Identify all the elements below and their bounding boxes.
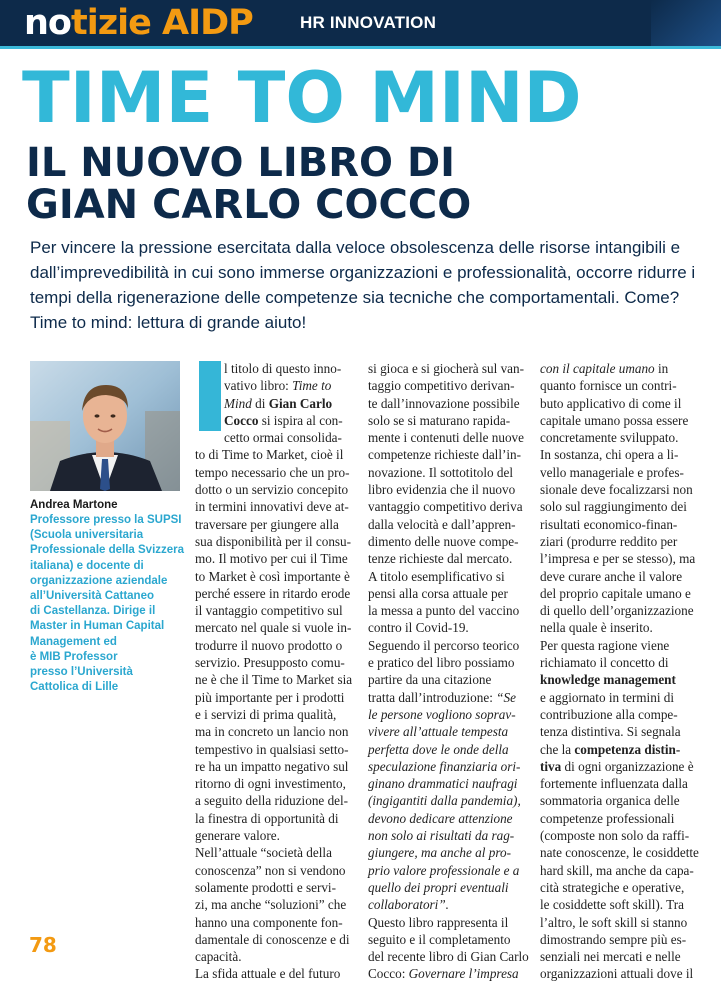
body-line <box>195 360 359 377</box>
body-line: più importante per i prodotti <box>195 689 345 705</box>
brand-part-2: tizie AIDP <box>70 3 253 43</box>
body-line: La sfida attuale e del futuro <box>195 966 341 982</box>
body-line <box>368 689 532 706</box>
body-line: capitale umano possa essere <box>540 412 689 428</box>
body-line: damentale di conoscenze e di <box>195 931 350 947</box>
author-bio-line: Management ed <box>30 635 117 648</box>
body-line: solo sul raggiungimento dei <box>540 499 687 515</box>
body-line: non solo ai risultati da rag- <box>368 828 515 844</box>
body-line <box>540 758 704 775</box>
author-bio-line: Professore presso la SUPSI <box>30 514 182 526</box>
body-line: traversare per giungere alla <box>195 516 339 532</box>
body-line: le cosiddette soft skill). Tra <box>540 897 684 913</box>
subtitle-line: IL NUOVO LIBRO DI <box>26 140 456 186</box>
section-tag: HR INNOVATION <box>300 13 437 32</box>
body-line: sommatoria organica delle <box>540 793 680 809</box>
body-line <box>540 360 704 377</box>
body-line: vello manageriale e profes- <box>540 464 684 480</box>
subtitle-line: GIAN CARLO COCCO <box>26 182 472 228</box>
header-rule <box>0 46 721 49</box>
author-bio-line: italiana) e docente di <box>30 559 144 572</box>
body-line: mercato nel quale si vuole in- <box>195 620 352 636</box>
italic-run: “Se <box>496 689 516 705</box>
body-line: di quello dell’organizzazione <box>540 603 694 619</box>
brand-part-1: no <box>24 3 71 43</box>
body-line: ziari (produrre reddito per <box>540 533 678 549</box>
body-line: il vantaggio competitivo sul <box>195 603 343 619</box>
body-line: la messa a punto del vaccino <box>368 603 520 619</box>
body-line <box>195 395 359 412</box>
bold-run: tiva <box>540 758 562 774</box>
body-line: senziali nei mercati e nelle <box>540 949 681 965</box>
body-line: te dall’innovazione possibile <box>368 395 520 411</box>
magazine-header <box>0 0 721 46</box>
body-line: e pratico del libro possiamo <box>368 655 515 671</box>
body-line: vivere all’attuale tempesta <box>368 724 509 740</box>
text-run: in <box>654 361 669 376</box>
body-line: ritorno di ogni investimento, <box>195 776 346 792</box>
body-line: richiamato il concetto di <box>540 655 669 671</box>
body-line: solo se si maturano rapida- <box>368 412 511 428</box>
text-run: Cocco: <box>368 966 409 982</box>
text-run: di ogni organizzazione è <box>561 758 694 774</box>
author-photo <box>30 361 180 491</box>
article-lead: Per vincere la pressione esercitata dalla veloce obsolescenza delle risorse intangibili e dall’imprevedibilità in cui sono immerse organizzazioni e professionalità, occorre ridurre i tempi della rigenerazione delle competenze sia tecniche che comportamentali. Come? Time to mind: lettura di grande aiuto! <box>30 238 696 332</box>
body-line: si gioca e si giocherà sul van- <box>368 361 525 376</box>
body-line: nella quale è inserito. <box>540 620 653 636</box>
article-title: TIME TO MIND <box>22 57 582 139</box>
article-subtitle <box>26 142 706 226</box>
body-line: contribuzione alla compe- <box>540 706 678 722</box>
body-line: nate conoscenze, le cosiddette <box>540 845 699 861</box>
body-line: deve curare anche il valore <box>540 568 683 584</box>
body-line: perfetta dove le onde della <box>368 741 509 757</box>
author-bio-line: Cattolica di Lille <box>30 681 119 694</box>
body-line: dimento delle nuove compe- <box>368 533 519 549</box>
body-line <box>368 965 532 982</box>
body-line: sionale deve focalizzarsi non <box>540 482 693 498</box>
body-line: l’impresa e per se stesso), ma <box>540 551 696 567</box>
body-line: e aggiornato in termini di <box>540 689 675 705</box>
author-bio-line: presso l’Università <box>30 666 133 679</box>
text-run: l titolo di questo inno- <box>224 361 342 376</box>
body-column-1 <box>195 360 359 983</box>
body-line: hard skill, ma anche da capa- <box>540 862 694 878</box>
body-line: conoscenza” non si vendono <box>195 862 346 878</box>
body-line: ginano drammatici naufragi <box>368 776 518 792</box>
body-line: competenze professionali <box>540 810 675 826</box>
body-line: devono dedicare attenzione <box>368 810 513 826</box>
bold-run: competenza distin- <box>574 741 681 757</box>
italic-run: Mind <box>224 395 252 411</box>
body-line <box>195 412 359 429</box>
body-line: sua disponibilità per il consu- <box>195 533 352 549</box>
body-line: del recente libro di Gian Carlo <box>368 949 529 965</box>
body-line: organizzazioni attuali dove il <box>540 966 694 982</box>
body-line: novazione. Il sottotitolo del <box>368 464 514 480</box>
text-run: vativo libro: <box>224 378 293 394</box>
body-line: Seguendo il percorso teorico <box>368 637 520 653</box>
body-line: tenza distintiva. Si segnala <box>540 724 681 740</box>
body-column-2 <box>368 360 532 983</box>
body-line: dalla velocità e dall’appren- <box>368 516 516 532</box>
body-line: Questo libro rappresenta il <box>368 914 509 930</box>
author-bio-line: è MIB Professor <box>30 650 118 663</box>
author-bio-line: Professionale della Svizzera <box>30 544 185 557</box>
body-line: le persone vogliono soprav- <box>368 706 516 722</box>
body-line: competenze richieste dall’in- <box>368 447 522 463</box>
body-line: tempestivo in qualsiasi setto- <box>195 741 349 757</box>
body-line: dimostrando sempre più es- <box>540 931 687 947</box>
body-line: to di Time to Market, cioè il <box>195 447 344 463</box>
body-line: risultati economico-finan- <box>540 516 678 532</box>
body-line: vantaggio competitivo deriva <box>368 499 523 515</box>
body-line: giungere, ma anche al pro- <box>368 845 511 861</box>
body-line: collaboratori”. <box>368 897 449 913</box>
italic-run: Governare l’impresa <box>408 966 519 982</box>
body-line: Nell’attuale “società della <box>195 845 332 861</box>
body-line: quanto fornisce un contri- <box>540 378 677 394</box>
body-line: generare valore. <box>195 828 280 844</box>
body-line: concretamente sviluppato. <box>540 430 679 446</box>
body-line: capacità. <box>195 949 242 965</box>
header-corner-accent <box>651 0 721 46</box>
text-run: tratta dall’introduzione: <box>368 689 497 705</box>
bold-run: Gian Carlo <box>268 395 333 411</box>
body-line: to Market è così importante è <box>195 568 350 584</box>
body-line: ma in concreto un lancio non <box>195 724 349 740</box>
body-line: perché essere in ritardo erode <box>195 585 351 601</box>
body-line: trodurre il nuovo prodotto o <box>195 637 343 653</box>
body-line: hanno una componente fon- <box>195 914 343 930</box>
body-line: tempo necessario che un pro- <box>195 464 350 480</box>
body-line: seguito e il completamento <box>368 931 511 947</box>
body-line <box>195 377 359 394</box>
body-line: quello dei propri eventuali <box>368 879 509 895</box>
body-line: in termini innovativi deve at- <box>195 499 349 515</box>
author-bio-line: Master in Human Capital <box>30 620 165 633</box>
italic-run: con il capitale umano <box>540 361 655 376</box>
body-line: prio valore professionale e a <box>368 862 520 878</box>
body-line: dotto o un servizio concepito <box>195 482 349 498</box>
author-bio-line: (Scuola universitaria <box>30 529 144 542</box>
body-column-3 <box>540 360 704 983</box>
bold-run: Cocco <box>224 412 259 428</box>
body-line: contro il Covid-19. <box>368 620 469 636</box>
body-line: fortemente influenzata dalla <box>540 776 688 792</box>
author-bio <box>30 513 185 695</box>
body-line: mente i contenuti delle nuove <box>368 430 525 446</box>
body-line: Per questa ragione viene <box>540 637 670 653</box>
author-bio-line: all’Università Cattaneo <box>30 590 154 603</box>
author-bio-line: organizzazione aziendale <box>30 574 168 587</box>
body-line: del proprio capitale umano e <box>540 585 691 601</box>
text-run: di <box>251 395 269 411</box>
body-line: cità strategiche e operative, <box>540 879 685 895</box>
body-line <box>540 741 704 758</box>
body-line: zi, ma anche “soluzioni” che <box>195 897 347 913</box>
body-line: libro evidenzia che il nuovo <box>368 482 516 498</box>
body-line: cetto ormai consolida- <box>224 430 342 446</box>
body-line: partire da una citazione <box>368 672 492 688</box>
body-line: la finestra di opportunità di <box>195 810 339 826</box>
body-line: e i servizi di prima qualità, <box>195 706 337 722</box>
author-bio-line: di Castellanza. Dirige il <box>30 605 156 618</box>
body-line: l’altro, le soft skill si stanno <box>540 914 688 930</box>
body-line: In sostanza, chi opera a li- <box>540 447 679 463</box>
body-line: solamente prodotti e servi- <box>195 879 336 895</box>
body-line: a seguito della riduzione del- <box>195 793 349 809</box>
body-line: tenze richieste dal mercato. <box>368 551 513 567</box>
body-line: taggio competitivo derivan- <box>368 378 515 394</box>
author-name: Andrea Martone <box>30 499 118 511</box>
body-line: ne è che il Time to Market sia <box>195 672 353 688</box>
body-line: servizio. Presupposto comu- <box>195 655 345 671</box>
text-run: si ispira al con- <box>258 412 343 428</box>
body-line: speculazione finanziaria ori- <box>368 758 521 774</box>
body-line: pensi alla corsa attuale per <box>368 585 508 601</box>
body-line: (composte non solo da raffi- <box>540 828 690 844</box>
text-run: che la <box>540 741 575 757</box>
body-line: mo. Il motivo per cui il Time <box>195 551 348 567</box>
magazine-brand <box>24 1 253 45</box>
italic-run: Time to <box>292 378 332 394</box>
body-line: (ingigantiti dalla pandemia), <box>368 793 521 809</box>
body-line: A titolo esemplificativo si <box>368 568 505 584</box>
body-line: knowledge management <box>540 672 676 688</box>
body-line: buto applicativo di come il <box>540 395 682 411</box>
author-portrait-image <box>30 361 180 491</box>
page-number: 78 <box>29 933 57 957</box>
body-line: re ha un impatto negativo sul <box>195 758 349 774</box>
